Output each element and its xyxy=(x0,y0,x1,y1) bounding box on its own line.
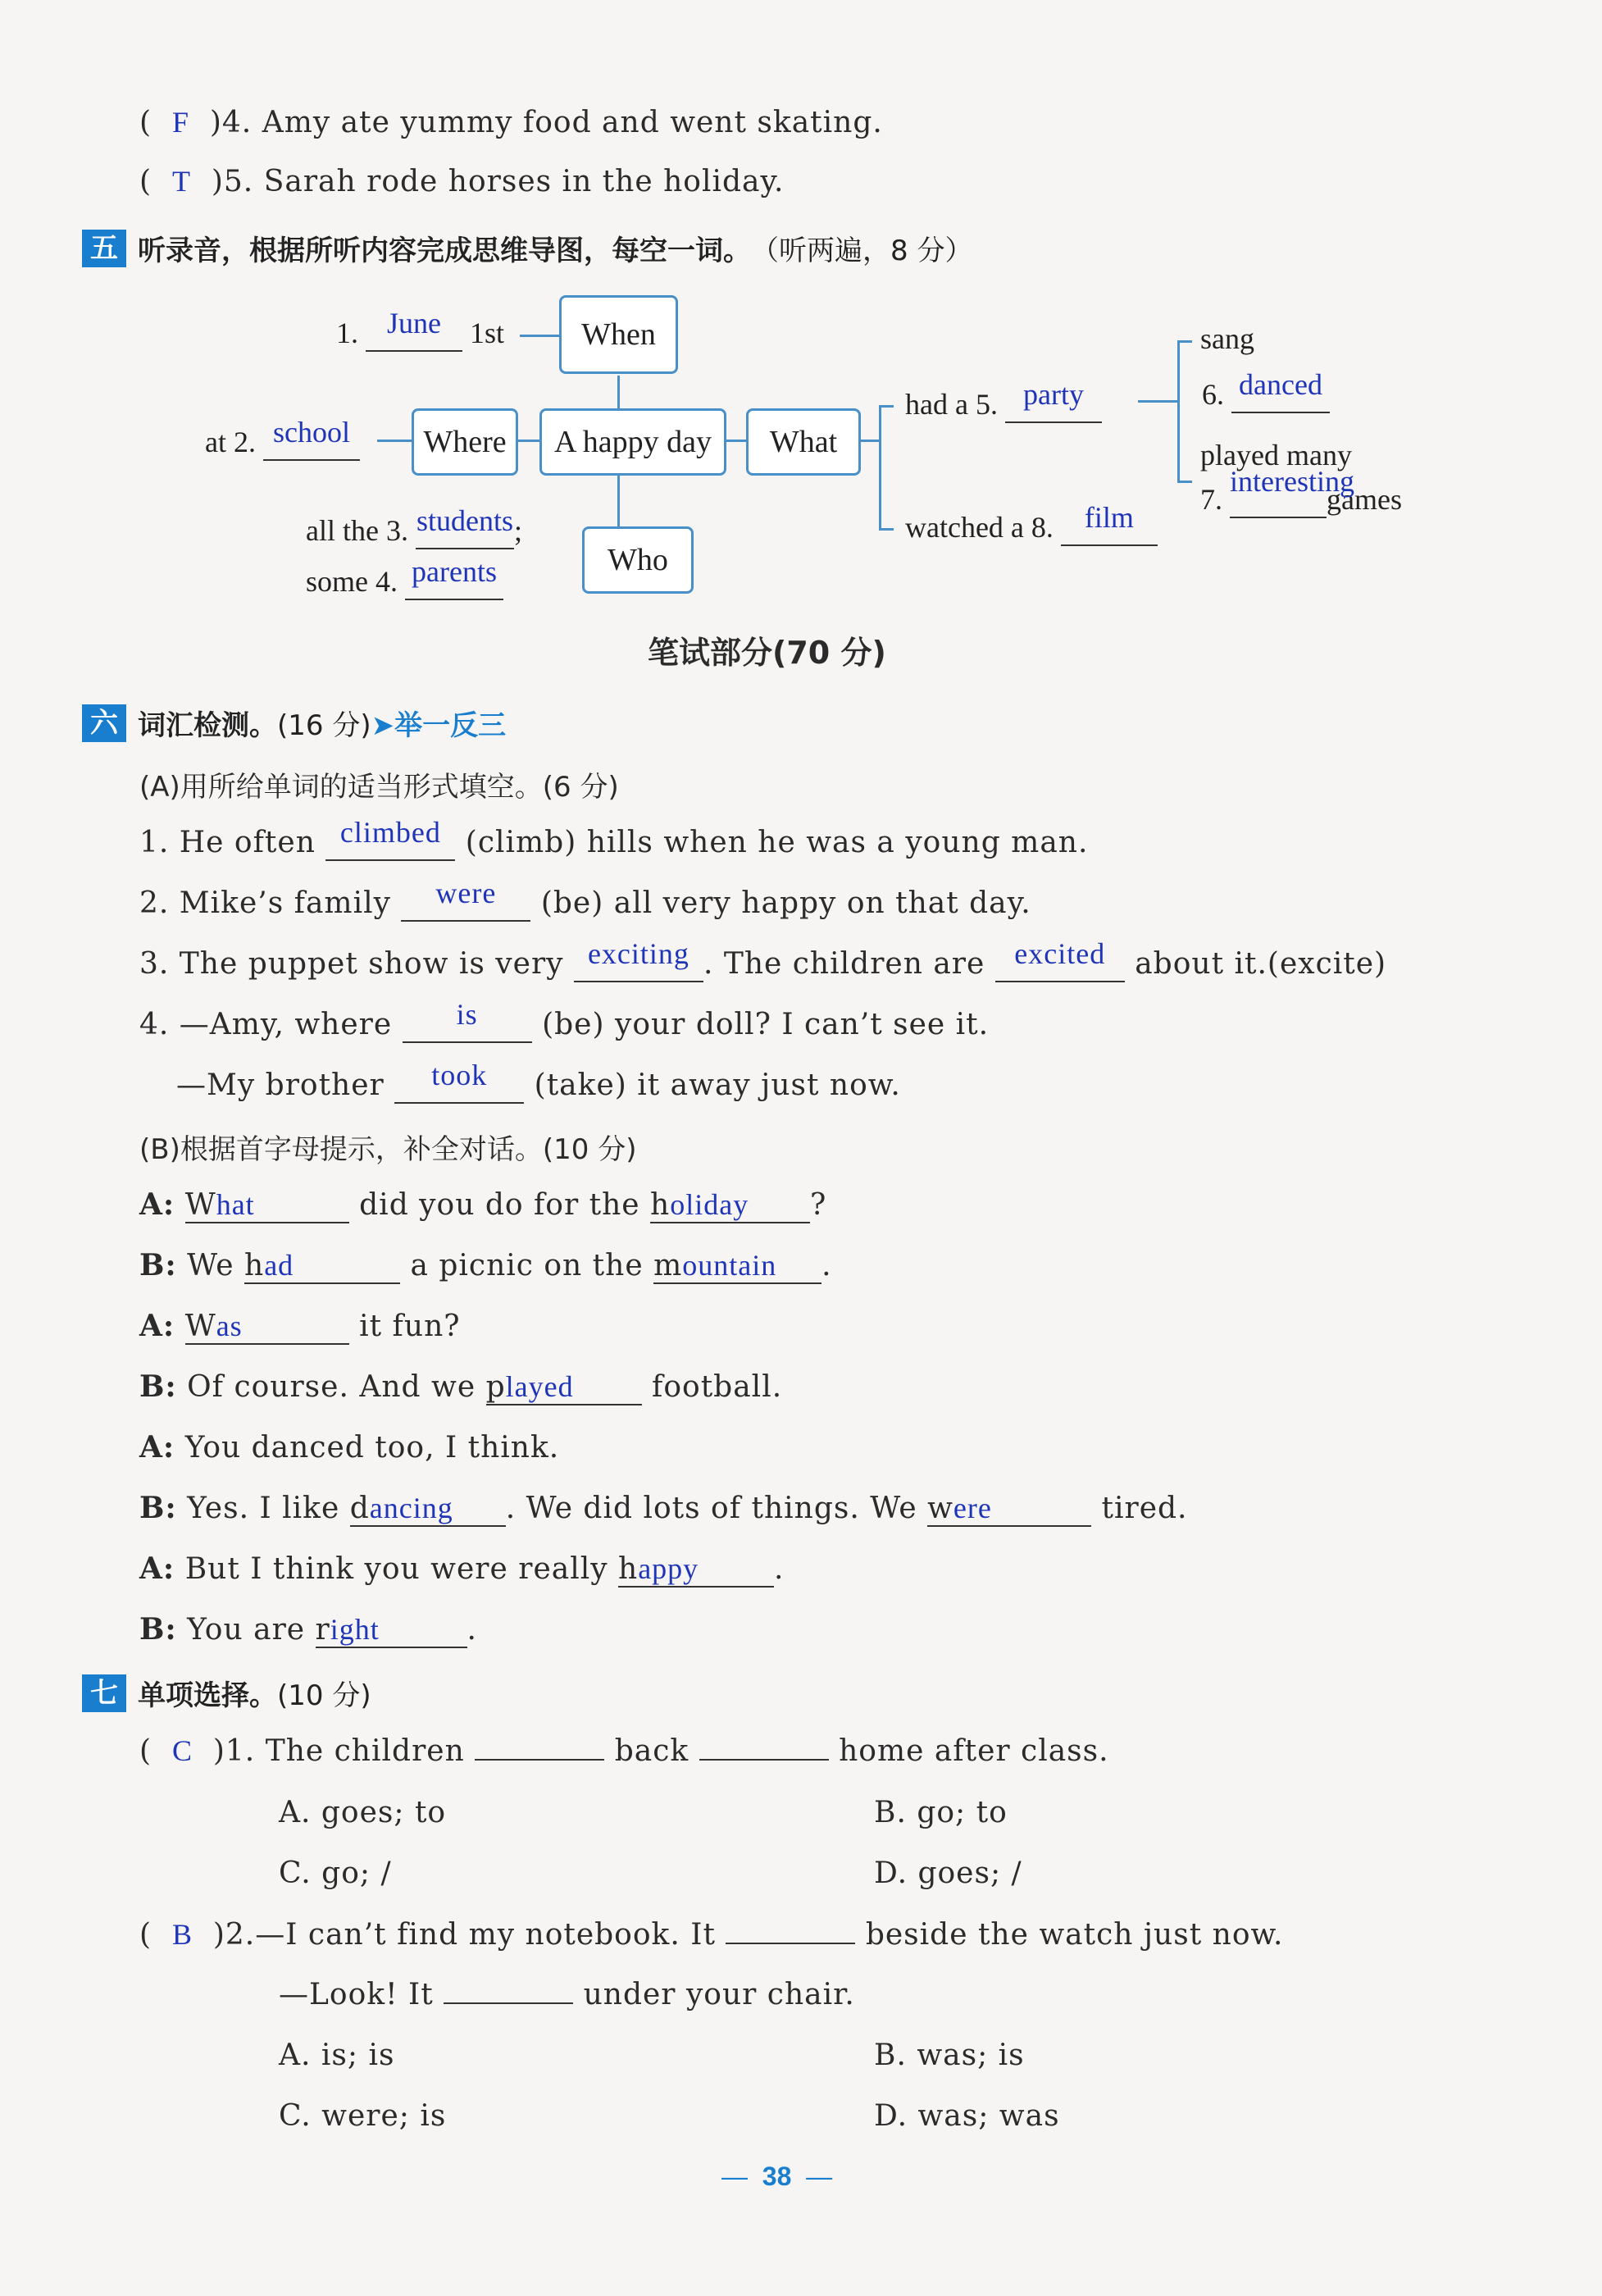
section-score: （听两遍，8 分） xyxy=(751,235,973,267)
tf-item-5: ( T )5. Sarah rode horses in the holiday. xyxy=(139,165,785,198)
played-label: played many xyxy=(1200,439,1352,472)
fill-item-1 xyxy=(139,816,1089,861)
speaker: A: xyxy=(139,1551,175,1586)
answer: ad xyxy=(264,1249,294,1282)
answer: ere xyxy=(953,1492,992,1524)
question-text: beside the watch just now. xyxy=(865,1918,1284,1952)
answer-mark: F xyxy=(171,106,189,139)
when-blank xyxy=(336,307,505,352)
mc-item-2b xyxy=(279,1978,855,2011)
section-5-header xyxy=(82,228,972,268)
dialog-text: . We did lots of things. We xyxy=(505,1492,928,1525)
item-number: )2. xyxy=(212,1918,256,1952)
dialog-text: Of course. And we xyxy=(187,1370,486,1404)
tf-item-4: ( F )4. Amy ate yummy food and went skating. xyxy=(139,106,883,139)
mc-1-option-b[interactable]: B. go; to xyxy=(874,1796,1008,1829)
answer-2: school xyxy=(272,416,350,449)
item-text: 3. The puppet show is very xyxy=(139,947,564,981)
hint-letter: h xyxy=(618,1552,639,1586)
dialog-text: a picnic on the xyxy=(400,1249,654,1282)
who-blank-4 xyxy=(306,555,503,600)
mc-item-1: ( C )1. The children back home after class. xyxy=(139,1734,1109,1768)
question-text: home after class. xyxy=(839,1734,1109,1768)
dialog-text: You danced too, I think. xyxy=(184,1431,560,1465)
answer-mark: T xyxy=(171,165,191,198)
answer: took xyxy=(431,1059,488,1091)
dialog-line-6 xyxy=(139,1491,1188,1527)
answer-mark: B xyxy=(171,1918,193,1951)
blank-number: all the 3. xyxy=(306,514,408,547)
item-text: (be) your doll? I can’t see it. xyxy=(542,1008,990,1041)
item-text: . The children are xyxy=(703,947,985,981)
speaker: A: xyxy=(139,1430,175,1465)
hint-letter: d xyxy=(349,1492,370,1525)
dialog-text: . xyxy=(466,1613,477,1647)
item-number: )5. xyxy=(211,165,254,198)
answer: as xyxy=(216,1310,243,1342)
answer: climbed xyxy=(339,816,441,849)
fill-item-3 xyxy=(139,937,1387,982)
dialog-text: But I think you were really xyxy=(184,1552,619,1586)
sec6a-instruction: (A)用所给单词的适当形式填空。(6 分) xyxy=(139,771,619,804)
section-title: 词汇检测。 xyxy=(138,709,277,742)
what-box: What xyxy=(746,408,861,476)
dialog-text: it fun? xyxy=(348,1310,461,1343)
section-score: (10 分) xyxy=(277,1679,371,1712)
dialog-text: Yes. I like xyxy=(187,1492,350,1525)
who-blank-3 xyxy=(306,504,522,549)
item-text: Amy ate yummy food and went skating. xyxy=(262,106,883,139)
games-label: games xyxy=(1327,483,1402,516)
mc-2-option-a[interactable]: A. is; is xyxy=(279,2039,395,2072)
item-text: Sarah rode horses in the holiday. xyxy=(263,165,785,198)
section-title: 单项选择。 xyxy=(138,1679,277,1712)
answer-mark: C xyxy=(171,1734,193,1767)
question-text: The children xyxy=(265,1734,465,1768)
mc-1-option-d[interactable]: D. goes; / xyxy=(874,1856,1022,1890)
dialog-text: We xyxy=(187,1249,244,1282)
hint-letter: p xyxy=(485,1370,506,1404)
when-box: When xyxy=(559,295,678,374)
item-text: (be) all very happy on that day. xyxy=(540,886,1031,920)
dialog-text: . xyxy=(774,1552,785,1586)
dialog-line-5 xyxy=(139,1430,559,1465)
center-box: A happy day xyxy=(539,408,726,476)
answer: were xyxy=(435,877,497,909)
speaker: B: xyxy=(139,1248,177,1282)
section-badge: 七 xyxy=(82,1674,126,1712)
item-text: —My brother xyxy=(176,1068,385,1102)
blank-number: had a 5. xyxy=(905,388,998,421)
speaker: A: xyxy=(139,1187,175,1222)
item-text: (take) it away just now. xyxy=(534,1068,901,1102)
written-part-title: 笔试部分(70 分) xyxy=(648,635,886,671)
answer: ountain xyxy=(682,1249,777,1282)
dialog-line-8 xyxy=(139,1612,477,1648)
dialog-text: football. xyxy=(641,1370,783,1404)
item-text: (climb) hills when he was a young man. xyxy=(465,826,1089,859)
hint-letter: r xyxy=(315,1613,330,1647)
where-blank xyxy=(205,416,360,461)
page-number-value: 38 xyxy=(762,2162,792,2191)
answer: hat xyxy=(216,1188,255,1221)
answer-5: party xyxy=(1022,378,1084,411)
section-badge: 六 xyxy=(82,704,126,742)
mc-1-option-a[interactable]: A. goes; to xyxy=(279,1796,447,1829)
dialog-text: ? xyxy=(810,1188,827,1222)
answer-1: June xyxy=(387,307,441,339)
what-blank-6 xyxy=(1202,368,1330,413)
answer: appy xyxy=(638,1552,699,1585)
answer-7: interesting xyxy=(1230,465,1354,498)
what-blank-5 xyxy=(905,378,1102,423)
fill-item-2 xyxy=(139,877,1031,922)
sang-label: sang xyxy=(1200,322,1254,355)
semicolon: ; xyxy=(513,514,522,547)
dialog-text: did you do for the xyxy=(348,1188,651,1222)
answer-3: students xyxy=(416,504,513,537)
mc-2-option-c[interactable]: C. were; is xyxy=(279,2099,447,2133)
hint-letter: w xyxy=(927,1492,953,1525)
mc-2-option-d[interactable]: D. was; was xyxy=(874,2099,1060,2133)
answer: layed xyxy=(505,1370,574,1403)
dialog-line-4 xyxy=(139,1369,782,1405)
dialog-text: You are xyxy=(187,1613,316,1647)
item-number: )1. xyxy=(212,1734,256,1768)
where-box: Where xyxy=(412,408,518,476)
speaker: B: xyxy=(139,1491,177,1525)
speaker: B: xyxy=(139,1612,177,1647)
answer-6: danced xyxy=(1239,368,1322,401)
fill-item-4 xyxy=(139,998,990,1043)
blank-number: 7. xyxy=(1200,483,1222,516)
what-blank-7 xyxy=(1200,465,1402,518)
question-text: back xyxy=(614,1734,689,1768)
answer: excited xyxy=(1014,937,1106,970)
item-text: 4. —Amy, where xyxy=(139,1008,393,1041)
hint-letter: h xyxy=(244,1249,265,1282)
hint-letter: W xyxy=(184,1188,216,1222)
blank-number: watched a 8. xyxy=(905,511,1054,544)
section-badge: 五 xyxy=(82,230,126,267)
item-text: 2. Mike’s family xyxy=(139,886,391,920)
dialog-line-7 xyxy=(139,1551,784,1588)
answer: oliday xyxy=(670,1188,749,1221)
speaker: A: xyxy=(139,1309,175,1343)
day-text: 1st xyxy=(470,317,505,349)
mc-item-2: ( B )2.—I can’t find my notebook. It beside the watch just now. xyxy=(139,1918,1284,1952)
blank-number: some 4. xyxy=(306,565,398,598)
question-text: under your chair. xyxy=(583,1978,855,2011)
blank-number: at 2. xyxy=(205,426,256,458)
hint-letter: W xyxy=(184,1310,216,1343)
section-6-header xyxy=(82,703,506,743)
answer: exciting xyxy=(587,937,689,970)
sec6b-instruction: (B)根据首字母提示，补全对话。(10 分) xyxy=(139,1133,637,1166)
page-number: — 38 — xyxy=(721,2162,833,2191)
speaker: B: xyxy=(139,1369,177,1404)
fill-item-4b xyxy=(176,1059,901,1104)
section-7-header xyxy=(82,1673,371,1713)
dialog-text: . xyxy=(821,1249,832,1282)
answer-8: film xyxy=(1084,501,1134,534)
dialog-line-3 xyxy=(139,1309,461,1345)
who-box: Who xyxy=(582,526,694,594)
mc-2-option-b[interactable]: B. was; is xyxy=(874,2039,1025,2072)
item-text: about it.(excite) xyxy=(1135,947,1387,981)
answer-4: parents xyxy=(412,555,497,588)
question-text: —I can’t find my notebook. It xyxy=(255,1918,716,1952)
practice-link[interactable]: ➤举一反三 xyxy=(371,709,507,742)
dialog-text: tired. xyxy=(1091,1492,1188,1525)
blank-number: 6. xyxy=(1202,378,1224,411)
item-text: 1. He often xyxy=(139,826,316,859)
question-text: —Look! It xyxy=(279,1978,434,2011)
dialog-line-2 xyxy=(139,1248,832,1284)
section-score: (16 分) xyxy=(277,709,371,742)
section-title: 听录音，根据所听内容完成思维导图，每空一词。 xyxy=(138,235,751,267)
item-number: )4. xyxy=(209,106,253,139)
answer: ight xyxy=(330,1613,380,1646)
what-blank-8 xyxy=(905,501,1158,546)
answer: is xyxy=(456,998,478,1031)
mc-1-option-c[interactable]: C. go; / xyxy=(279,1856,392,1890)
blank-number: 1. xyxy=(336,317,358,349)
answer: ancing xyxy=(369,1492,453,1524)
dialog-line-1 xyxy=(139,1187,826,1223)
hint-letter: m xyxy=(653,1249,683,1282)
hint-letter: h xyxy=(650,1188,671,1222)
